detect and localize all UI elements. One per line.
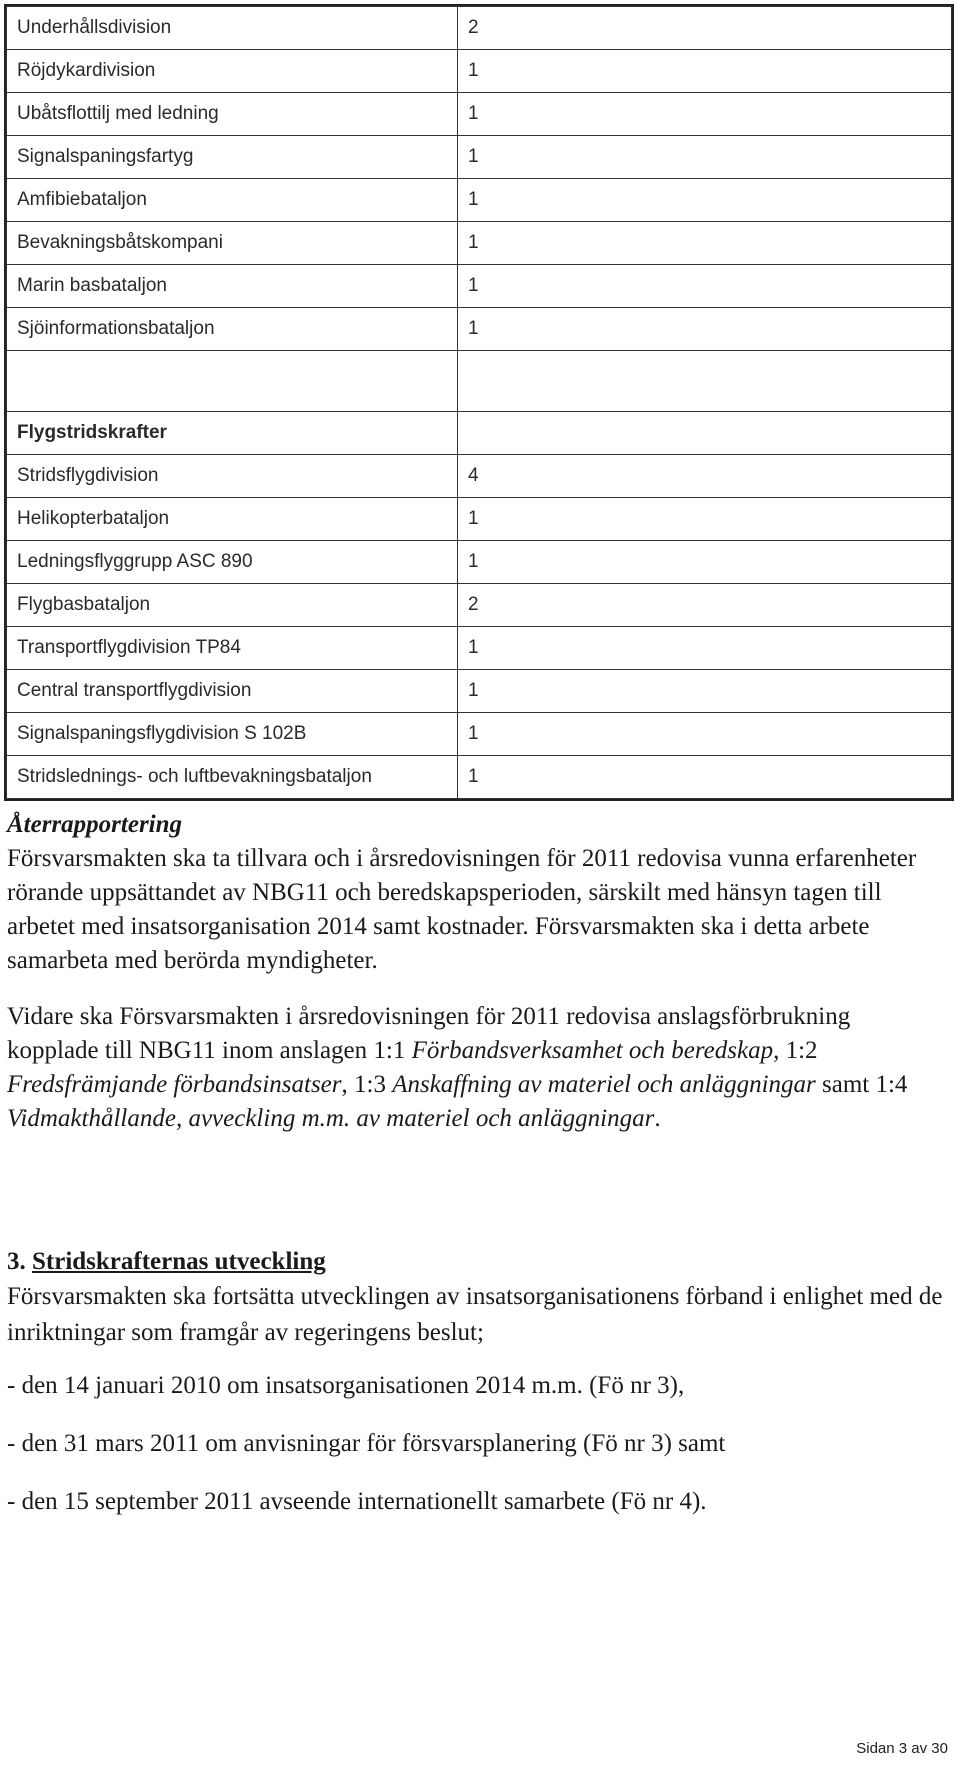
section-3-heading: 3. Stridskrafternas utveckling	[7, 1248, 326, 1275]
table-row	[7, 713, 952, 756]
table-row	[7, 756, 952, 799]
unit-name: Marin basbataljon	[7, 265, 458, 308]
unit-count: 2	[458, 7, 952, 50]
unit-count: 1	[458, 265, 952, 308]
unit-name: Underhållsdivision	[7, 7, 458, 50]
unit-name: Signalspaningsflygdivision S 102B	[7, 713, 458, 756]
unit-count: 1	[458, 756, 952, 799]
unit-count: 1	[458, 179, 952, 222]
table-section-row	[7, 412, 952, 455]
unit-name: Stridsflygdivision	[7, 455, 458, 498]
unit-count: 1	[458, 541, 952, 584]
unit-name: Signalspaningsfartyg	[7, 136, 458, 179]
unit-name: Röjdykardivision	[7, 50, 458, 93]
table-row	[7, 222, 952, 265]
unit-count: 4	[458, 455, 952, 498]
unit-count: 1	[458, 670, 952, 713]
unit-count: 1	[458, 308, 952, 351]
unit-count: 1	[458, 627, 952, 670]
table-row	[7, 308, 952, 351]
unit-name: Bevakningsbåtskompani	[7, 222, 458, 265]
unit-name: Ubåtsflottilj med ledning	[7, 93, 458, 136]
section-3	[7, 1245, 947, 1519]
unit-count: 2	[458, 584, 952, 627]
unit-name: Amfibiebataljon	[7, 179, 458, 222]
reporting-paragraph-1: Försvarsmakten ska ta tillvara och i årsredovisningen för 2011 redovisa vunna erfarenheter rörande uppsättandet av NBG11 och beredskapsperioden, särskilt med hänsyn tagen till arbetet med insatsorganisation 2014 samt kostnader. Försvarsmakten ska i detta arbete samarbeta med berörda myndigheter.	[7, 845, 917, 974]
table-row	[7, 627, 952, 670]
unit-count: 1	[458, 93, 952, 136]
unit-count: 1	[458, 222, 952, 265]
unit-count: 1	[458, 50, 952, 93]
list-item: - den 15 september 2011 avseende internationellt samarbete (Fö nr 4).	[7, 1488, 707, 1515]
unit-name: Sjöinformationsbataljon	[7, 308, 458, 351]
table-row	[7, 179, 952, 222]
table-row	[7, 50, 952, 93]
page-number: Sidan 3 av 30	[856, 1740, 948, 1757]
reporting-paragraph-2: Vidare ska Försvarsmakten i årsredovisningen för 2011 redovisa anslagsförbrukning kopplade till NBG11 inom anslagen 1:1 Förbandsverksamhet och beredskap, 1:2 Fredsfrämjande förbandsinsatser, 1:3 Anskaffning av materiel och anläggningar samt 1:4 Vidmakthållande, avveckling m.m. av materiel och anläggningar.	[7, 1003, 908, 1132]
table-spacer-row	[7, 351, 952, 412]
unit-table	[4, 4, 954, 801]
reporting-heading: Återrapportering	[7, 811, 183, 838]
section-3-intro: Försvarsmakten ska fortsätta utvecklingen av insatsorganisationens förband i enlighet med de inriktningar som framgår av regeringens beslut;	[7, 1283, 943, 1346]
table-row	[7, 93, 952, 136]
table-row	[7, 265, 952, 308]
list-item: - den 31 mars 2011 om anvisningar för försvarsplanering (Fö nr 3) samt	[7, 1430, 726, 1457]
table-row	[7, 455, 952, 498]
section-title: Flygstridskrafter	[7, 412, 458, 455]
unit-name: Stridslednings- och luftbevakningsbataljon	[7, 756, 458, 799]
list-item: - den 14 januari 2010 om insatsorganisationen 2014 m.m. (Fö nr 3),	[7, 1372, 685, 1399]
reporting-section	[7, 808, 947, 1136]
table-row	[7, 541, 952, 584]
unit-name: Transportflygdivision TP84	[7, 627, 458, 670]
unit-count: 1	[458, 136, 952, 179]
unit-name: Central transportflygdivision	[7, 670, 458, 713]
table-row	[7, 136, 952, 179]
table-row	[7, 584, 952, 627]
table-row	[7, 7, 952, 50]
unit-count: 1	[458, 713, 952, 756]
unit-name: Helikopterbataljon	[7, 498, 458, 541]
table-row	[7, 670, 952, 713]
table-row	[7, 498, 952, 541]
unit-count: 1	[458, 498, 952, 541]
unit-name: Ledningsflyggrupp ASC 890	[7, 541, 458, 584]
unit-name: Flygbasbataljon	[7, 584, 458, 627]
